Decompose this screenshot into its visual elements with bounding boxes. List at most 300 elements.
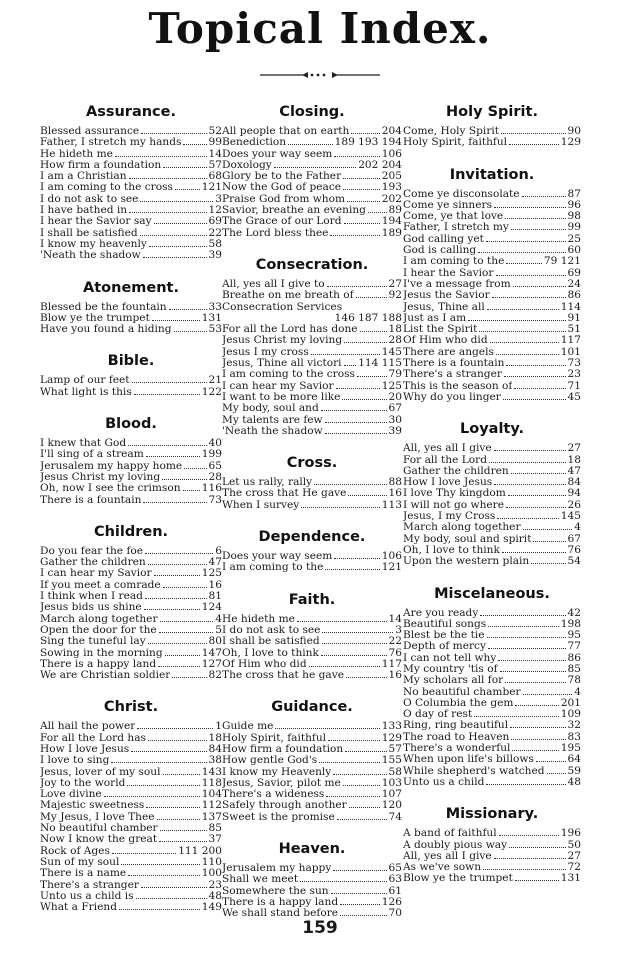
entry-title: Jesus, I my Cross xyxy=(403,511,496,523)
index-entry xyxy=(40,891,222,902)
index-entry xyxy=(40,733,222,744)
entry-page-number: 69 xyxy=(567,266,581,279)
dot-leader xyxy=(483,862,565,870)
dot-leader xyxy=(522,189,566,197)
index-entry xyxy=(222,733,402,744)
entry-page-number: 27 xyxy=(567,849,581,862)
topic-section xyxy=(40,280,222,336)
entry-title: All, yes all I give to xyxy=(222,278,325,290)
entry-page-number: 45 xyxy=(567,390,581,403)
entry-page-number: 85 xyxy=(208,822,222,835)
entry-title: No beautiful chamber xyxy=(40,823,158,835)
dot-leader xyxy=(513,279,566,287)
entry-page-number: 61 xyxy=(388,884,402,897)
index-entry xyxy=(40,216,222,227)
entry-page-number: 16 xyxy=(208,578,222,591)
entry-title: Father, I stretch my hands xyxy=(40,137,182,149)
entry-title: Consecration Services xyxy=(222,301,343,313)
dot-leader xyxy=(140,228,207,236)
dot-leader xyxy=(500,664,566,672)
entry-page-number: 3 xyxy=(215,192,222,205)
entry-page-number: 57 xyxy=(208,158,222,171)
entry-page-number: 74 xyxy=(388,810,402,823)
entry-title: I hear the Savior xyxy=(403,267,494,279)
entry-title: Oh, I love to think xyxy=(222,647,319,659)
dot-leader xyxy=(480,608,565,616)
entry-page-number: 95 xyxy=(567,629,581,642)
dot-leader xyxy=(141,880,207,888)
entry-page-number: 80 xyxy=(208,635,222,648)
entry-page-number: 114 115 xyxy=(358,357,402,370)
entry-page-number: 48 xyxy=(208,889,222,902)
index-entry xyxy=(403,222,581,233)
entry-page-number: 30 xyxy=(388,413,402,426)
entry-title: Sweet is the promise xyxy=(222,811,335,823)
entry-title: Why do you linger xyxy=(403,391,501,403)
entry-title: There's a wonderful xyxy=(403,743,511,755)
index-entry xyxy=(40,461,222,472)
entry-title: List the Spirit xyxy=(403,324,478,336)
dot-leader xyxy=(343,171,380,179)
entry-title: How firm a foundation xyxy=(40,159,162,171)
entry-title: We are Christian soldier xyxy=(40,670,171,682)
entry-page-number: 201 xyxy=(560,696,581,709)
dot-leader xyxy=(494,477,565,485)
section-heading: Bible. xyxy=(107,353,155,370)
index-entry xyxy=(222,392,402,403)
entry-title: Jesus bids us shine xyxy=(40,602,142,614)
entry-title: The Grace of our Lord xyxy=(222,216,342,228)
dot-leader xyxy=(487,302,559,310)
topic-section xyxy=(222,257,402,437)
entry-title: Open the door for the xyxy=(40,624,157,636)
dot-leader xyxy=(474,709,559,717)
entry-page-number: 124 xyxy=(201,601,222,614)
entry-title: Blest be the tie xyxy=(403,630,485,642)
index-entry xyxy=(403,200,581,211)
dot-leader xyxy=(274,160,356,168)
index-entry xyxy=(222,874,402,885)
dot-leader xyxy=(327,279,387,287)
index-entry xyxy=(40,812,222,823)
index-entry xyxy=(222,488,402,499)
dot-leader xyxy=(357,369,387,377)
index-entry xyxy=(40,823,222,834)
section-heading: Missionary. xyxy=(445,806,539,823)
dot-leader xyxy=(347,194,380,202)
entry-page-number: 106 xyxy=(381,147,402,160)
dot-leader xyxy=(172,670,206,678)
entry-title: Love divine xyxy=(40,789,102,801)
entry-page-number: 22 xyxy=(208,226,222,239)
index-entry xyxy=(403,675,581,686)
topic-section xyxy=(403,586,581,789)
index-entry xyxy=(222,137,402,148)
entry-page-number: 48 xyxy=(567,775,581,788)
index-entry xyxy=(222,426,402,437)
index-entry xyxy=(403,840,581,851)
entry-page-number: 196 xyxy=(560,827,581,840)
index-entry xyxy=(40,857,222,868)
section-heading: Blood. xyxy=(105,416,157,433)
index-entry xyxy=(222,812,402,823)
dot-leader xyxy=(288,137,332,145)
entry-page-number: 60 xyxy=(567,244,581,257)
entry-page-number: 12 xyxy=(208,204,222,217)
entry-page-number: 47 xyxy=(208,556,222,569)
entry-title: Come ye disconsolate xyxy=(403,188,520,200)
index-entry xyxy=(40,375,222,386)
entry-page-number: 111 200 xyxy=(178,844,222,857)
entry-page-number: 37 xyxy=(208,833,222,846)
index-entry xyxy=(403,302,581,313)
index-entry xyxy=(222,863,402,874)
entry-title: For all the Lord has done xyxy=(222,324,358,336)
index-entry xyxy=(222,500,402,511)
dot-leader xyxy=(321,403,387,411)
entry-title: March along together xyxy=(40,613,158,625)
index-entry xyxy=(40,767,222,778)
entry-page-number: 146 187 188 xyxy=(334,311,402,324)
entry-title: Jesus Christ my loving xyxy=(40,471,161,483)
entry-page-number: 125 xyxy=(381,379,402,392)
dot-leader xyxy=(488,641,566,649)
topic-section xyxy=(40,524,222,682)
index-entry xyxy=(222,477,402,488)
dot-leader xyxy=(488,619,559,627)
index-entry xyxy=(403,279,581,290)
entry-title: Ring, ring beautiful xyxy=(403,720,509,732)
entry-title: I shall be satisfied xyxy=(40,227,138,239)
entry-page-number: 32 xyxy=(567,719,581,732)
entry-page-number: 147 xyxy=(201,646,222,659)
index-entry xyxy=(40,580,222,591)
entry-title: Guide me xyxy=(222,721,274,733)
index-entry xyxy=(403,709,581,720)
index-entry xyxy=(222,744,402,755)
entry-title: There are angels xyxy=(403,346,494,358)
entry-page-number: 23 xyxy=(208,878,222,891)
index-entry xyxy=(403,358,581,369)
entry-title: Benediction xyxy=(222,137,287,149)
index-entry xyxy=(40,744,222,755)
entry-page-number: 63 xyxy=(388,873,402,886)
entry-title: How gentle God's xyxy=(222,755,318,767)
topic-section xyxy=(40,104,222,262)
entry-title: Jesus I my cross xyxy=(222,346,309,358)
dot-leader xyxy=(523,687,573,695)
index-entry xyxy=(40,614,222,625)
entry-page-number: 67 xyxy=(388,402,402,415)
index-entry xyxy=(222,313,402,324)
dot-leader xyxy=(487,630,566,638)
index-entry xyxy=(40,324,222,335)
entry-page-number: 91 xyxy=(567,311,581,324)
index-entry xyxy=(40,126,222,137)
entry-title: My talents are few xyxy=(222,414,323,426)
topic-section xyxy=(403,421,581,567)
dot-leader xyxy=(346,670,387,678)
entry-title: If you meet a comrade xyxy=(40,579,161,591)
index-entry xyxy=(403,545,581,556)
index-entry xyxy=(403,466,581,477)
dot-leader xyxy=(128,438,206,446)
entry-page-number: 107 xyxy=(381,788,402,801)
entry-title: Safely through another xyxy=(222,800,347,812)
index-entry xyxy=(403,862,581,873)
index-entry xyxy=(403,369,581,380)
entry-page-number: 18 xyxy=(208,731,222,744)
topic-section xyxy=(403,167,581,404)
entry-title: Gather the children xyxy=(40,557,146,569)
entry-page-number: 4 xyxy=(574,685,581,698)
entry-page-number: 53 xyxy=(208,323,222,336)
entry-title: Come, ye that love xyxy=(403,211,504,223)
entry-title: The cross that He gave xyxy=(222,488,347,500)
entry-title: Gather the children xyxy=(403,465,509,477)
entry-page-number: 26 xyxy=(567,498,581,511)
entry-page-number: 65 xyxy=(208,459,222,472)
entry-title: Lamp of our feet xyxy=(40,375,130,387)
entry-title: All, yes all I give xyxy=(403,850,492,862)
entry-page-number: 131 xyxy=(201,311,222,324)
index-entry xyxy=(222,205,402,216)
entry-page-number: 28 xyxy=(388,334,402,347)
entry-title: A band of faithful xyxy=(403,828,497,840)
dot-leader xyxy=(175,182,200,190)
entry-page-number: 118 xyxy=(201,776,222,789)
dot-leader xyxy=(505,211,565,219)
dot-leader xyxy=(502,545,566,553)
dot-leader xyxy=(349,800,380,808)
entry-page-number: 202 204 xyxy=(358,158,402,171)
dot-leader xyxy=(160,614,214,622)
index-entry xyxy=(403,732,581,743)
index-entry xyxy=(40,636,222,647)
entry-page-number: 14 xyxy=(208,147,222,160)
entry-page-number: 194 xyxy=(381,215,402,228)
entry-page-number: 42 xyxy=(567,606,581,619)
entry-title: I am coming to the cross xyxy=(222,369,355,381)
entry-title: The cross that he gave xyxy=(222,670,344,682)
topic-section xyxy=(222,592,402,682)
topic-section xyxy=(403,104,581,149)
entry-page-number: 127 xyxy=(201,657,222,670)
dot-leader xyxy=(497,511,558,519)
entry-page-number: 40 xyxy=(208,437,222,450)
dot-leader xyxy=(333,863,386,871)
entry-title: Come ye sinners xyxy=(403,199,493,211)
dot-leader xyxy=(174,324,207,332)
index-entry xyxy=(40,755,222,766)
entry-page-number: 106 xyxy=(381,550,402,563)
dot-leader xyxy=(331,886,387,894)
entry-page-number: 121 xyxy=(201,181,222,194)
title-ornament xyxy=(258,70,382,80)
index-entry xyxy=(40,483,222,494)
dot-leader xyxy=(511,466,566,474)
entry-title: The road to Heaven xyxy=(403,731,510,743)
dot-leader xyxy=(340,897,380,905)
entry-title: Blessed be the fountain xyxy=(40,301,167,313)
entry-page-number: 51 xyxy=(567,323,581,336)
index-entry xyxy=(40,800,222,811)
index-entry xyxy=(222,290,402,301)
entry-page-number: 14 xyxy=(388,612,402,625)
dot-leader xyxy=(325,415,387,423)
index-entry xyxy=(40,149,222,160)
dot-leader xyxy=(157,812,200,820)
section-heading: Children. xyxy=(93,523,169,540)
entry-page-number: 96 xyxy=(567,198,581,211)
dot-leader xyxy=(351,126,379,134)
entry-page-number: 5 xyxy=(215,623,222,636)
entry-title: Of Him who did xyxy=(403,335,488,347)
entry-title: There is a name xyxy=(40,868,127,880)
entry-title: Does your way seem xyxy=(222,551,333,563)
entry-page-number: 57 xyxy=(388,742,402,755)
entry-title: He hideth me xyxy=(222,613,295,625)
entry-title: My body, soul and xyxy=(222,403,319,415)
dot-leader xyxy=(311,347,380,355)
entry-title: There is a happy land xyxy=(40,658,157,670)
entry-page-number: 103 xyxy=(381,776,402,789)
dot-leader xyxy=(503,392,566,400)
index-entry xyxy=(222,415,402,426)
entry-title: Does your way seem xyxy=(222,148,333,160)
entry-page-number: 69 xyxy=(208,215,222,228)
entry-page-number: 199 xyxy=(201,448,222,461)
dot-leader xyxy=(127,778,199,786)
index-entry xyxy=(403,534,581,545)
index-entry xyxy=(40,902,222,913)
dot-leader xyxy=(333,767,386,775)
index-entry xyxy=(40,449,222,460)
dot-leader xyxy=(533,534,565,542)
entry-page-number: 205 xyxy=(381,170,402,183)
entry-page-number: 84 xyxy=(567,476,581,489)
dot-leader xyxy=(165,648,200,656)
dot-leader xyxy=(344,216,380,224)
dot-leader xyxy=(115,149,207,157)
index-entry xyxy=(40,182,222,193)
entry-page-number: 92 xyxy=(388,289,402,302)
entry-title: Let us rally, rally xyxy=(222,477,313,489)
entry-title: For all the Lord xyxy=(403,454,488,466)
entry-page-number: 16 xyxy=(388,669,402,682)
dot-leader xyxy=(322,636,387,644)
index-entry xyxy=(403,687,581,698)
index-entry xyxy=(40,880,222,891)
dot-leader xyxy=(368,205,387,213)
entry-page-number: 99 xyxy=(208,136,222,149)
entry-page-number: 81 xyxy=(208,590,222,603)
section-heading: Heaven. xyxy=(278,841,346,858)
dot-leader xyxy=(145,591,207,599)
entry-page-number: 125 xyxy=(201,567,222,580)
section-heading: Guidance. xyxy=(271,699,353,716)
dot-leader xyxy=(494,851,566,859)
entry-title: I am a Christian xyxy=(40,171,127,183)
index-entry xyxy=(222,324,402,335)
entry-title: I've a message from xyxy=(403,278,511,290)
entry-page-number: 52 xyxy=(208,125,222,137)
index-entry xyxy=(40,194,222,205)
dot-leader xyxy=(506,500,566,508)
dot-leader xyxy=(129,171,207,179)
dot-leader xyxy=(511,222,566,230)
index-entry xyxy=(403,619,581,630)
entry-page-number: 65 xyxy=(388,862,402,875)
index-entry xyxy=(403,777,581,788)
entry-title: When I survey xyxy=(222,499,300,511)
entry-page-number: 89 xyxy=(388,204,402,217)
entry-title: Holy Spirit, faithful xyxy=(222,732,327,744)
index-entry xyxy=(40,387,222,398)
dot-leader xyxy=(345,744,386,752)
entry-title: There is a happy land xyxy=(222,896,339,908)
dot-leader xyxy=(149,239,207,247)
dot-leader xyxy=(129,205,206,213)
index-entry xyxy=(222,160,402,171)
dot-leader xyxy=(148,636,207,644)
entry-title: I do not ask to see xyxy=(222,624,321,636)
dot-leader xyxy=(154,568,200,576)
entry-title: Jesus, Savior, pilot me xyxy=(222,777,341,789)
entry-title: March along together xyxy=(403,522,521,534)
index-entry xyxy=(222,625,402,636)
index-entry xyxy=(403,641,581,652)
dot-leader xyxy=(499,828,559,836)
index-entry xyxy=(222,767,402,778)
entry-page-number: 67 xyxy=(567,532,581,545)
index-entry xyxy=(222,194,402,205)
entry-page-number: 70 xyxy=(388,907,402,920)
entry-title: What a Friend xyxy=(40,902,118,914)
entry-title: The Lord bless thee xyxy=(222,227,329,239)
entry-title: Jerusalem my happy home xyxy=(40,460,183,472)
entry-title: Jesus the Savior xyxy=(403,290,490,302)
section-heading: Assurance. xyxy=(85,104,176,120)
entry-title: Oh, now I see the crimson xyxy=(40,483,181,495)
dot-leader xyxy=(508,488,566,496)
entry-page-number: 59 xyxy=(567,764,581,777)
entry-title: Unto us a child is xyxy=(40,890,134,902)
entry-page-number: 3 xyxy=(395,623,402,636)
entry-page-number: 18 xyxy=(388,323,402,336)
entry-page-number: 54 xyxy=(567,555,581,568)
entry-page-number: 87 xyxy=(567,187,581,200)
entry-title: Jesus, Thine all xyxy=(403,301,485,313)
index-entry xyxy=(403,313,581,324)
entry-title: God calling yet xyxy=(403,233,484,245)
index-entry xyxy=(222,886,402,897)
entry-page-number: 99 xyxy=(567,221,581,234)
entry-title: While shepherd's watched xyxy=(403,765,545,777)
entry-title: Praise God from whom xyxy=(222,193,346,205)
entry-page-number: 193 xyxy=(381,181,402,194)
entry-title: I shall be satisfied xyxy=(222,636,320,648)
dot-leader xyxy=(478,245,565,253)
entry-page-number: 100 xyxy=(201,867,222,880)
index-entry xyxy=(222,897,402,908)
entry-title: Majestic sweetness xyxy=(40,800,145,812)
entry-title: Blow ye the trumpet xyxy=(40,312,150,324)
index-entry xyxy=(403,126,581,137)
entry-title: Come, Holy Spirit xyxy=(403,126,500,137)
index-entry xyxy=(403,522,581,533)
dot-leader xyxy=(490,335,559,343)
